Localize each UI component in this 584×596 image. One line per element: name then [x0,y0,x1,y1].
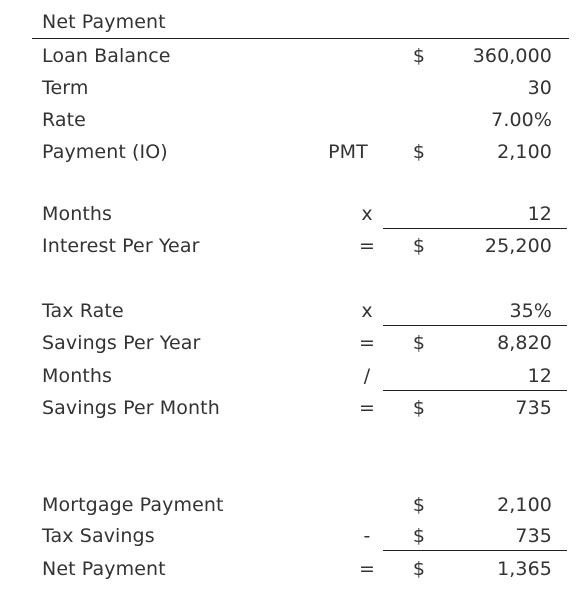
row-label-term: Term [42,77,89,99]
value-months: 12 [527,203,552,225]
row-label-interest-per-year: Interest Per Year [42,235,200,257]
currency-symbol: $ [412,141,426,163]
row-label-net-payment: Net Payment [42,558,166,580]
row-label-months: Months [42,365,113,387]
value-payment-io: 2,100 [497,141,552,163]
currency-symbol: $ [412,332,426,354]
currency-symbol: $ [412,45,426,67]
currency-symbol: $ [412,525,426,547]
currency-symbol: $ [412,397,426,419]
currency-symbol: $ [412,494,426,516]
row-label-mortgage-payment: Mortgage Payment [42,494,224,516]
value-months: 12 [527,365,552,387]
value-savings-per-year: 8,820 [497,332,552,354]
row-label-tax-rate: Tax Rate [42,300,124,322]
sum-line [383,228,567,229]
row-label-loan-balance: Loan Balance [42,45,171,67]
value-loan-balance: 360,000 [472,45,552,67]
value-tax-rate: 35% [509,300,552,322]
operator-multiply: x [361,300,373,322]
value-term: 30 [527,77,552,99]
row-label-rate: Rate [42,109,86,131]
currency-symbol: $ [412,235,426,257]
operator-minus: - [363,525,371,547]
value-tax-savings: 735 [515,525,552,547]
row-label-payment-io: Payment (IO) [42,141,168,163]
value-mortgage-payment: 2,100 [497,494,552,516]
sheet-title: Net Payment [42,11,166,33]
value-interest-per-year: 25,200 [484,235,552,257]
sum-line [383,550,567,551]
operator-pmt: PMT [328,141,368,163]
operator-divide: / [363,365,371,387]
operator-equals: = [358,332,376,354]
currency-symbol: $ [412,558,426,580]
value-net-payment: 1,365 [497,558,552,580]
row-label-months: Months [42,203,113,225]
sum-line [383,325,567,326]
row-label-savings-per-year: Savings Per Year [42,332,201,354]
sum-line [383,390,567,391]
operator-equals: = [358,235,376,257]
value-rate: 7.00% [491,109,552,131]
operator-equals: = [358,558,376,580]
title-underline [32,38,569,39]
operator-equals: = [358,397,376,419]
row-label-savings-per-month: Savings Per Month [42,397,220,419]
row-label-tax-savings: Tax Savings [42,525,155,547]
operator-multiply: x [361,203,373,225]
value-savings-per-month: 735 [515,397,552,419]
